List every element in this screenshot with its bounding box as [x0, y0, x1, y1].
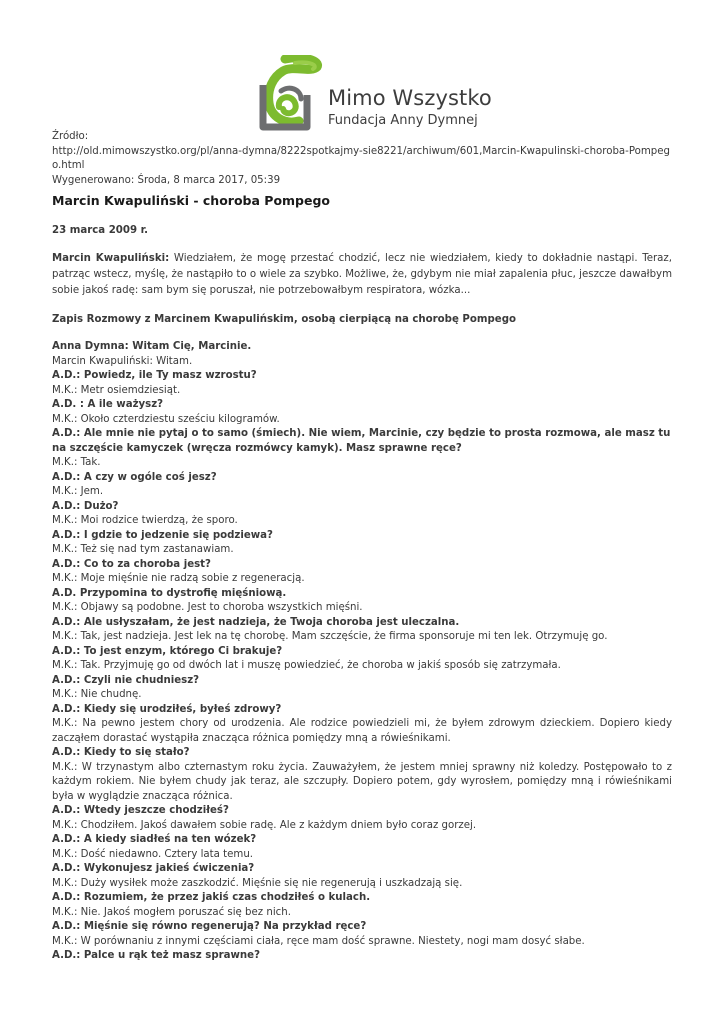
interview-answer: M.K.: W porównaniu z innymi częściami ciała, ręce mam dość sprawne. Niestety, nogi mam dosyć słabe. — [52, 935, 585, 947]
source-label: Źródło: — [52, 131, 89, 142]
interview-question: A.D.: Ale usłyszałam, że jest nadzieja, że Twoja choroba jest uleczalna. — [52, 616, 460, 628]
article-date: 23 marca 2009 r. — [52, 225, 149, 236]
interview-question: A.D.: Kiedy to się stało? — [52, 747, 190, 758]
interview-answer: M.K.: Dość niedawno. Cztery lata temu. — [52, 848, 254, 860]
document-body — [52, 130, 672, 964]
logo-mark-icon — [255, 55, 327, 133]
interview-question: A.D.: Dużo? — [52, 500, 119, 512]
interview-answer: M.K.: Moi rodzice twierdzą, że sporo. — [52, 515, 238, 526]
interview-question: A.D.: I gdzie to jedzenie się podziewa? — [52, 529, 273, 541]
interview-answer: M.K.: Nie. Jakoś mogłem poruszać się bez nich. — [52, 906, 291, 918]
interview-answer: M.K.: Chodziłem. Jakoś dawałem sobie radę. Ale z każdym dniem było coraz gorzej. — [52, 819, 477, 831]
interview-answer: M.K.: Tak. — [52, 457, 101, 468]
interview-heading: Zapis Rozmowy z Marcinem Kwapulińskim, osobą cierpiącą na chorobę Pompego — [52, 313, 517, 325]
generated-timestamp: Wygenerowano: Środa, 8 marca 2017, 05:39 — [52, 174, 281, 186]
interview-question: Anna Dymna: Witam Cię, Marcinie. — [52, 341, 252, 352]
interview-answer: M.K.: Na pewno jestem chory od urodzenia. Ale rodzice powiedzieli mi, że byłem zdrowym dzieckiem. Dopiero kiedy zacząłem dorastać wystąpiła znacząca różnica pomiędzy mną a rówieśnikami. — [52, 718, 672, 744]
interview-answer: M.K.: Nie chudnę. — [52, 689, 142, 700]
interview-question: A.D.: To jest enzym, którego Ci brakuje? — [52, 645, 283, 657]
article-title: Marcin Kwapuliński - choroba Pompego — [52, 193, 331, 208]
interview-question: A.D.: Wtedy jeszcze chodziłeś? — [52, 805, 229, 816]
interview-answer: M.K.: Jem. — [52, 486, 104, 497]
interview-question: A.D.: Powiedz, ile Ty masz wzrostu? — [52, 370, 257, 381]
article-intro — [52, 251, 672, 299]
interview-question: A.D.: A czy w ogóle coś jesz? — [52, 471, 217, 483]
interview-answer: M.K.: Objawy są podobne. Jest to choroba wszystkich mięśni. — [52, 602, 363, 613]
interview-answer: M.K.: Tak. Przyjmuję go od dwóch lat i muszę powiedzieć, że choroba w jakiś sposób się zatrzymała. — [52, 660, 561, 671]
interview-question: A.D.: A kiedy siadłeś na ten wózek? — [52, 834, 257, 845]
interview-answer: M.K.: Duży wysiłek może zaszkodzić. Mięśnie się nie regenerują i uszkadzają się. — [52, 877, 463, 889]
interview-question: A.D.: Czyli nie chudniesz? — [52, 674, 200, 686]
interview-answer: M.K.: Metr osiemdziesiąt. — [52, 384, 181, 396]
interview-answer: M.K.: Tak, jest nadzieja. Jest lek na tę chorobę. Mam szczęście, że firma sponsoruje mi ten lek. Otrzymuję go. — [52, 631, 608, 642]
interview-answer: M.K.: Moje mięśnie nie radzą sobie z regeneracją. — [52, 573, 305, 584]
intro-text: Wiedziałem, że mogę przestać chodzić, lecz nie wiedziałem, kiedy to dokładnie nastąpi. Teraz, patrząc wstecz, myślę, że nastąpiło to o wiele za szybko. Możliwe, że, gdybym nie miał zapalenia płuc, jeszcze dawałbym sobie jakoś radę: sam bym się poruszał, nie potrzebowałbym respiratora, wózka... — [52, 252, 673, 296]
interview-question: A.D.: Kiedy się urodziłeś, byłeś zdrowy? — [52, 703, 282, 715]
interview-question: A.D.: Mięśnie się równo regenerują? Na przykład ręce? — [52, 921, 367, 932]
source-url[interactable]: http://old.mimowszystko.org/pl/anna-dymna/8222spotkajmy-sie8221/archiwum/601,Marcin-Kwapulinski-choroba-Pompego.html — [52, 145, 670, 171]
interview-question: A.D. Przypomina to dystrofię mięśniową. — [52, 587, 287, 599]
interview-answer: M.K.: Też się nad tym zastanawiam. — [52, 544, 234, 555]
interview-question: A.D.: Wykonujesz jakieś ćwiczenia? — [52, 863, 255, 874]
interview-answer: M.K.: Około czterdziestu sześciu kilogramów. — [52, 413, 280, 425]
interview-answer: Marcin Kwapuliński: Witam. — [52, 355, 193, 367]
logo-subtitle: Fundacja Anny Dymnej — [328, 113, 478, 128]
interview-question: A.D.: Co to za choroba jest? — [52, 558, 211, 570]
interview-question: A.D.: Rozumiem, że przez jakiś czas chodziłeś o kulach. — [52, 892, 371, 903]
interview-answer: M.K.: W trzynastym albo czternastym roku życia. Zauważyłem, że jestem mniej sprawny niż koledzy. Postępowało to z każdym rokiem. Nie byłem chudy jak teraz, ale szczupły. Dopiero potem, gdy wyrosłem, pomiędzy mną i rówieśnikami była w wyglądzie znacząca różnica. — [52, 761, 672, 802]
intro-speaker: Marcin Kwapuliński: — [52, 252, 170, 264]
interview-transcript — [52, 340, 672, 964]
foundation-logo — [255, 55, 492, 135]
source-meta — [52, 130, 672, 188]
interview-question: A.D. : A ile ważysz? — [52, 399, 164, 410]
interview-question: A.D.: Ale mnie nie pytaj o to samo (śmiech). Nie wiem, Marcinie, czy będzie to prosta rozmowa, ale masz tu na szczęście kamyczek (wręcza rozmówcy kamyk). Masz sprawne ręce? — [52, 428, 671, 454]
interview-question: A.D.: Palce u rąk też masz sprawne? — [52, 950, 260, 961]
logo-title: Mimo Wszystko — [328, 86, 492, 110]
